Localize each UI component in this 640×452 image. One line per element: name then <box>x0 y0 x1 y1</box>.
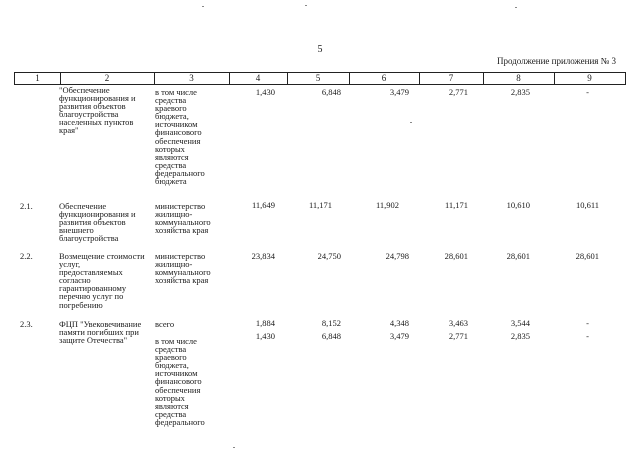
column-header: 5 <box>315 73 321 83</box>
row-name: Обеспечение функционирования и развития объектов внешнего благоустройства <box>59 201 136 244</box>
value-col8: 10,610 <box>506 200 530 210</box>
row-source: всего <box>155 319 175 329</box>
value-col7: 2,771 <box>448 87 468 97</box>
value-col9: 28,601 <box>575 251 599 261</box>
column-header: 3 <box>189 73 194 83</box>
value-col4: 1,884 <box>255 318 275 328</box>
scan-speck <box>233 447 235 448</box>
row-source: министерство жилищно- коммунального хозяйства края <box>155 201 211 236</box>
value-col9: - <box>586 87 589 97</box>
row-name: "Обеспечение функционирования и развития объектов благоустройства населенных пунктов края" <box>59 85 136 136</box>
value-col8: 28,601 <box>506 251 530 261</box>
value-col6: 3,479 <box>389 87 409 97</box>
column-header: 1 <box>35 73 40 83</box>
continuation-note: Продолжение приложения № 3 <box>496 56 616 66</box>
value-col7: 11,171 <box>444 200 468 210</box>
value-col6: 11,902 <box>375 200 399 210</box>
row-source: министерство жилищно- коммунального хозяйства края <box>155 251 211 286</box>
value-col5: 11,171 <box>308 200 332 210</box>
column-header: 2 <box>104 73 110 83</box>
column-header: 4 <box>255 73 261 83</box>
scan-speck <box>515 7 517 8</box>
column-header: 7 <box>448 73 454 83</box>
value-col4: 23,834 <box>251 251 275 261</box>
value-col5: 24,750 <box>317 251 341 261</box>
column-header: 8 <box>516 73 521 83</box>
value-col7: 2,771 <box>448 331 468 341</box>
value-col6: 3,479 <box>389 331 409 341</box>
value-col8: 2,835 <box>510 87 530 97</box>
row-number: 2.3. <box>20 319 33 329</box>
column-header: 9 <box>587 73 592 83</box>
row-name: ФЦП "Увековечивание памяти погибших при защите Отечества" <box>59 319 142 346</box>
value-col8: 3,544 <box>510 318 530 328</box>
value-col4: 11,649 <box>251 200 275 210</box>
column-header: 6 <box>381 73 387 83</box>
scan-speck <box>202 6 204 7</box>
value-col6: 24,798 <box>385 251 409 261</box>
page-number: 5 <box>317 44 323 55</box>
value-col9: - <box>586 331 589 341</box>
row-name: Возмещение стоимости услуг, предоставляемых согласно гарантированному перечню услуг по погребению <box>59 251 145 310</box>
value-col7: 28,601 <box>444 251 468 261</box>
value-col6: 4,348 <box>389 318 409 328</box>
row-source: в том числе средства краевого бюджета, источником финансового обеспечения которых являются средства федерального бюджета <box>155 87 205 187</box>
value-col5: 6,848 <box>321 331 341 341</box>
value-col5: 6,848 <box>321 87 341 97</box>
scan-speck <box>305 5 307 6</box>
row-number: 2.2. <box>20 251 33 261</box>
value-col8: 2,835 <box>510 331 530 341</box>
row-source: в том числе средства краевого бюджета, источником финансового обеспечения которых являются средства федерального <box>155 336 205 427</box>
value-col7: 3,463 <box>448 318 468 328</box>
value-col4: 1,430 <box>255 331 275 341</box>
row-number: 2.1. <box>20 201 33 211</box>
scan-speck <box>410 122 412 123</box>
value-col9: 10,611 <box>575 200 599 210</box>
value-col9: - <box>586 318 589 328</box>
value-col4: 1,430 <box>255 87 275 97</box>
value-col5: 8,152 <box>321 318 341 328</box>
